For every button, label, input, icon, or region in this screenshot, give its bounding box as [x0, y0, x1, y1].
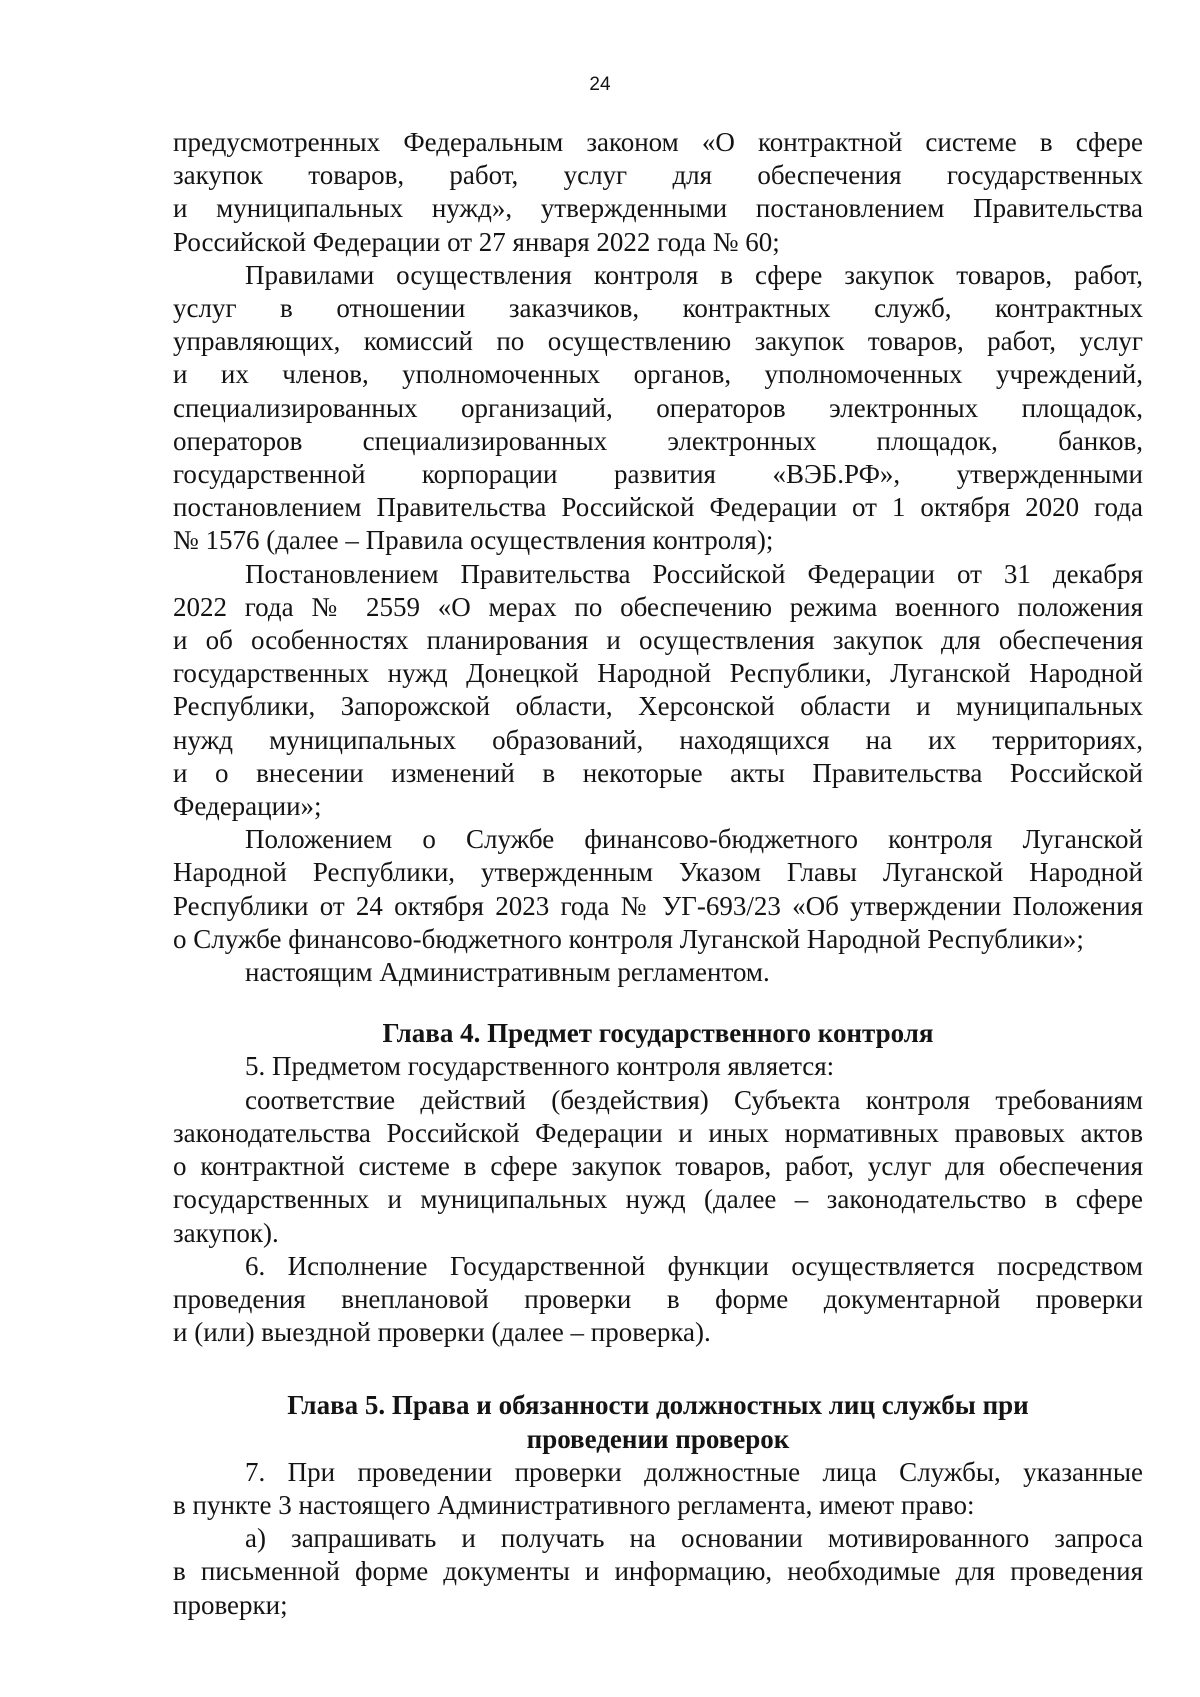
text-line: Федерации»;: [173, 791, 322, 822]
text-line: услуг в отношении заказчиков, контрактных служб, контрактных: [173, 293, 1143, 324]
text-line: Народной Республики, утвержденным Указом Главы Луганской Народной: [173, 857, 1143, 888]
text-line: государственной корпорации развития «ВЭБ.РФ», утвержденными: [173, 459, 1143, 490]
text-line: Правилами осуществления контроля в сфере закупок товаров, работ,: [245, 259, 1143, 290]
chapter-heading: Глава 4. Предмет государственного контроля: [382, 1018, 934, 1049]
text-line: проверки;: [173, 1589, 288, 1620]
text-line: постановлением Правительства Российской Федерации от 1 октября 2020 года: [173, 492, 1143, 523]
text-line: закупок).: [173, 1217, 279, 1248]
text-line: 2022 года № 2559 «О мерах по обеспечению режима военного положения: [173, 591, 1143, 622]
text-line: Республики, Запорожской области, Херсонской области и муниципальных: [173, 691, 1143, 722]
text-line: государственных и муниципальных нужд (далее – законодательство в сфере: [173, 1184, 1143, 1215]
spacer: [173, 989, 1143, 1017]
text-line: Российской Федерации от 27 января 2022 года № 60;: [173, 226, 780, 257]
page-number: 24: [589, 74, 611, 95]
text-line: закупок товаров, работ, услуг для обеспечения государственных: [173, 160, 1143, 191]
text-line: предусмотренных Федеральным законом «О контрактной системе в сфере: [173, 127, 1143, 157]
text-line: Республики от 24 октября 2023 года № УГ-693/23 «Об утверждении Положения: [173, 890, 1143, 921]
text-line: а) запрашивать и получать на основании мотивированного запроса: [245, 1523, 1143, 1554]
text-line: нужд муниципальных образований, находящихся на их территориях,: [173, 724, 1143, 755]
text-line: государственных нужд Донецкой Народной Республики, Луганской Народной: [173, 658, 1143, 689]
text-line: в пункте 3 настоящего Административного регламента, имеют право:: [173, 1489, 975, 1520]
text-line: 5. Предметом государственного контроля является:: [245, 1051, 835, 1082]
text-line: соответствие действий (бездействия) Субъекта контроля требованиям: [245, 1084, 1143, 1115]
text-line: и (или) выездной проверки (далее – проверка).: [173, 1317, 711, 1348]
text-line: Положением о Службе финансово-бюджетного контроля Луганской: [245, 824, 1143, 855]
text-line: и о внесении изменений в некоторые акты Правительства Российской: [173, 757, 1143, 788]
text-line: в письменной форме документы и информацию, необходимые для проведения: [173, 1556, 1143, 1587]
chapter-heading: Глава 5. Права и обязанности должностных лиц службы при: [287, 1390, 1029, 1421]
text-line: управляющих, комиссий по осуществлению закупок товаров, работ, услуг: [173, 326, 1143, 357]
text-line: специализированных организаций, операторов электронных площадок,: [173, 392, 1143, 423]
text-line: о Службе финансово-бюджетного контроля Луганской Народной Республики»;: [173, 923, 1084, 954]
text-line: 6. Исполнение Государственной функции осуществляется посредством: [245, 1250, 1143, 1281]
text-line: законодательства Российской Федерации и иных нормативных правовых актов: [173, 1117, 1143, 1148]
text-line: Постановлением Правительства Российской Федерации от 31 декабря: [245, 558, 1143, 589]
text-line: 7. При проведении проверки должностные лица Службы, указанные: [245, 1456, 1143, 1487]
text-line: и муниципальных нужд», утвержденными постановлением Правительства: [173, 193, 1143, 224]
chapter-heading: проведении проверок: [526, 1423, 790, 1454]
text-line: проведения внеплановой проверки в форме документарной проверки: [173, 1283, 1143, 1314]
text-line: о контрактной системе в сфере закупок товаров, работ, услуг для обеспечения: [173, 1151, 1143, 1182]
text-line: операторов специализированных электронных площадок, банков,: [173, 425, 1143, 456]
text-line: № 1576 (далее – Правила осуществления контроля);: [173, 525, 774, 556]
text-line: и их членов, уполномоченных органов, уполномоченных учреждений,: [173, 359, 1143, 390]
spacer: [173, 1349, 1143, 1389]
text-line: и об особенностях планирования и осуществления закупок для обеспечения: [173, 625, 1143, 656]
text-line: настоящим Административным регламентом.: [245, 957, 770, 988]
document-body: [173, 126, 1143, 1622]
